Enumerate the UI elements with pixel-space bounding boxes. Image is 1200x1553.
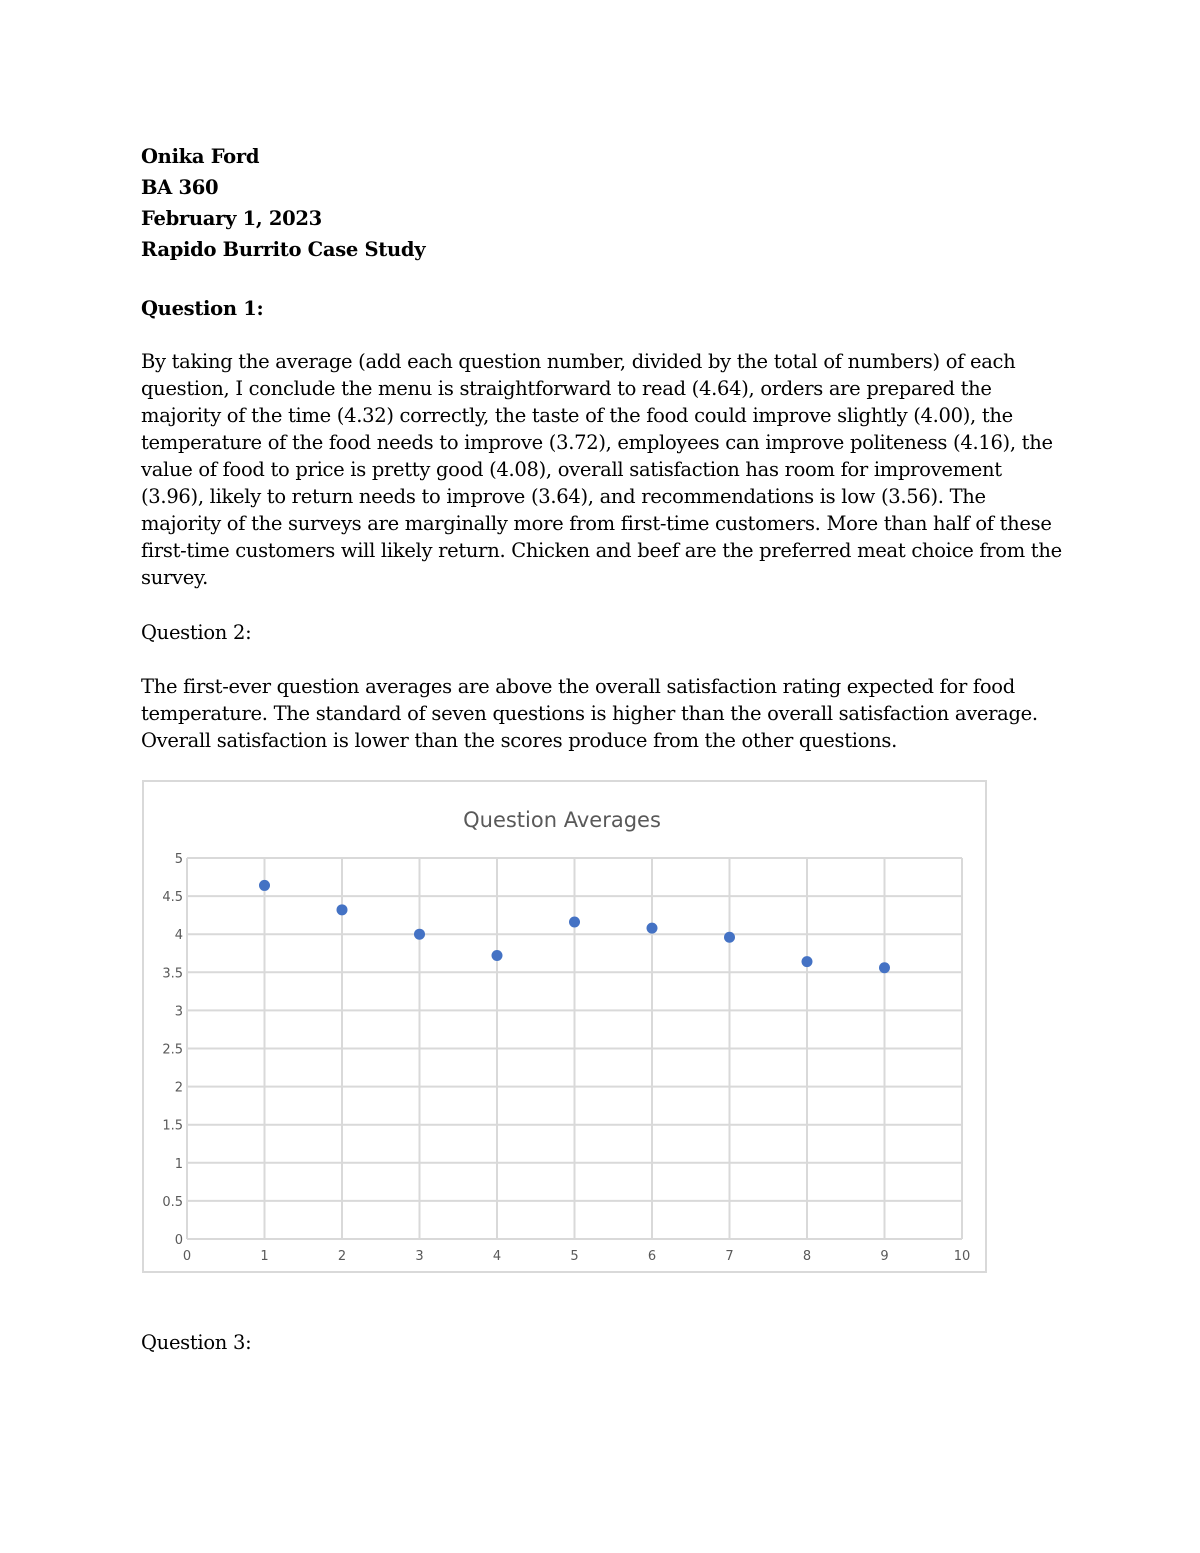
y-tick-label: 0 (174, 1233, 183, 1248)
chart-title: Question Averages (463, 808, 661, 832)
x-tick-label: 7 (725, 1249, 734, 1264)
data-point (647, 923, 658, 934)
data-point (802, 956, 813, 967)
y-tick-label: 1 (174, 1156, 183, 1172)
x-tick-label: 8 (802, 1249, 812, 1264)
y-tick-label: 4.5 (162, 890, 183, 906)
question2-text: The first-ever question averages are above the overall satisfaction rating expected for food temperature. The standard of seven questions is higher than the overall satisfaction average. Overall satisfaction is lower than the scores produce from the other questions. (141, 675, 1038, 752)
x-tick-label: 3 (415, 1249, 424, 1264)
data-point (879, 962, 890, 973)
y-tick-label: 2.5 (162, 1042, 183, 1058)
y-tick-label: 1.5 (162, 1118, 183, 1134)
data-point (724, 932, 735, 943)
chart-tick-labels (162, 852, 970, 1264)
question1-heading: Question 1: (141, 297, 264, 320)
x-tick-label: 6 (647, 1249, 657, 1264)
document-header (141, 141, 1066, 265)
x-tick-label: 9 (880, 1249, 889, 1264)
x-tick-label: 0 (182, 1249, 192, 1264)
data-point (414, 929, 425, 940)
x-tick-label: 10 (953, 1249, 971, 1264)
x-tick-label: 2 (337, 1249, 347, 1264)
y-tick-label: 5 (174, 852, 183, 867)
y-tick-label: 0.5 (162, 1194, 183, 1210)
course-code: BA 360 (141, 176, 219, 199)
author-name: Onika Ford (141, 145, 260, 168)
question2-heading: Question 2: (141, 621, 252, 644)
data-point (259, 880, 270, 891)
y-tick-label: 2 (174, 1080, 183, 1096)
question-averages-chart (142, 780, 987, 1273)
y-tick-label: 3.5 (162, 966, 183, 982)
y-tick-label: 4 (174, 928, 183, 944)
y-tick-label: 3 (174, 1004, 183, 1020)
data-point (569, 917, 580, 928)
chart-grid (187, 858, 962, 1239)
data-point (337, 904, 348, 915)
data-point (492, 950, 503, 961)
question3-heading: Question 3: (141, 1331, 252, 1354)
document-title: Rapido Burrito Case Study (141, 238, 426, 261)
x-tick-label: 1 (260, 1249, 269, 1264)
document-date: February 1, 2023 (141, 207, 322, 230)
x-tick-label: 4 (492, 1249, 502, 1264)
chart-svg (144, 782, 985, 1271)
question1-text: By taking the average (add each question number, divided by the total of numbers) of each question, I conclude the menu is straightforward to read (4.64), orders are prepared the majority of the time (4.32) correctly, the taste of the food could improve slightly (4.00), the temperature of the food needs to improve (3.72), employees can improve politeness (4.16), the value of food to price is pretty good (4.08), overall satisfaction has room for improvement (3.96), likely to return needs to improve (3.64), and recommendations is low (3.56). The majority of the surveys are marginally more from first-time customers. More than half of these first-time customers will likely return. Chicken and beef are the preferred meat choice from the survey. (141, 350, 1062, 589)
x-tick-label: 5 (570, 1249, 579, 1264)
